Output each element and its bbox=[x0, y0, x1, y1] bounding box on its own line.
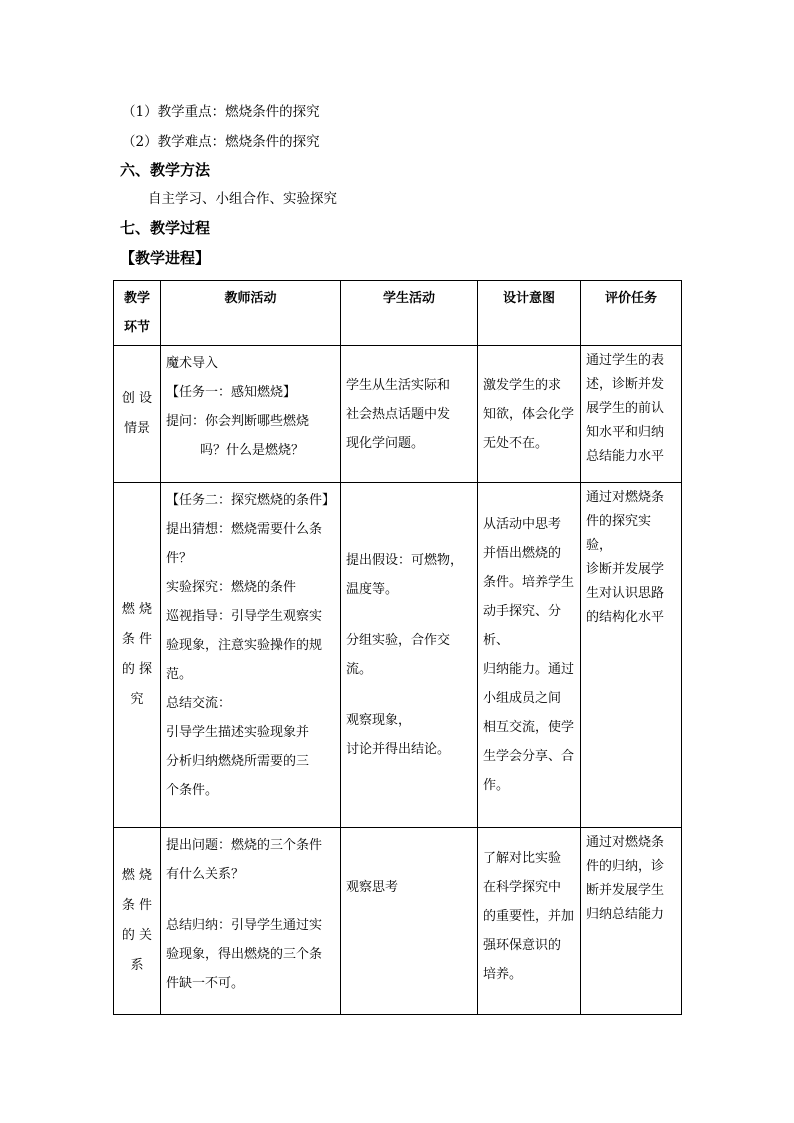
teaching-process-table bbox=[113, 280, 682, 1015]
methods-text: 自主学习、小组合作、实验探究 bbox=[148, 191, 337, 207]
evaluation-cell: 通过对燃烧条 件的探究实验， 诊断并发展学 生对认识思路 的结构化水平 bbox=[581, 483, 682, 828]
header-student: 学生活动 bbox=[341, 281, 478, 346]
evaluation-cell: 通过学生的表 述，诊断并发 展学生的前认 知水平和归纳 总结能力水平 bbox=[581, 346, 682, 483]
teacher-cell: 【任务二：探究燃烧的条件】 提出猜想：燃烧需要什么条 件？ 实验探究：燃烧的条件 巡视指导：引导学生观察实 验现象，注意实验操作的规 范。 总结交流： 引导学生描述实验现象并 分析归纳燃烧所需要的三 个条件。 bbox=[161, 483, 341, 828]
table-row bbox=[114, 346, 682, 483]
header-stage: 教学 环节 bbox=[114, 281, 161, 346]
key-point: （1）教学重点：燃烧条件的探究 bbox=[122, 104, 320, 120]
header-design: 设计意图 bbox=[478, 281, 581, 346]
stage-cell: 燃 烧 条 件 的 探 究 bbox=[114, 483, 161, 828]
progress-label: 【教学进程】 bbox=[120, 249, 211, 267]
student-cell: 提出假设：可燃物， 温度等。 分组实验，合作交流。 观察现象， 讨论并得出结论。 bbox=[341, 483, 478, 828]
design-cell: 了解对比实验 在科学探究中 的重要性，并加 强环保意识的 培养。 bbox=[478, 828, 581, 1015]
difficult-point: （2）教学难点：燃烧条件的探究 bbox=[122, 134, 320, 150]
header-evaluation: 评价任务 bbox=[581, 281, 682, 346]
evaluation-cell: 通过对燃烧条 件的归纳，诊 断并发展学生 归纳总结能力 bbox=[581, 828, 682, 1015]
student-cell: 观察思考 bbox=[341, 828, 478, 1015]
student-cell: 学生从生活实际和 社会热点话题中发 现化学问题。 bbox=[341, 346, 478, 483]
methods-heading: 六、教学方法 bbox=[120, 161, 211, 179]
header-teacher: 教师活动 bbox=[161, 281, 341, 346]
design-cell: 激发学生的求 知欲，体会化学 无处不在。 bbox=[478, 346, 581, 483]
process-heading: 七、教学过程 bbox=[120, 219, 211, 237]
table-row bbox=[114, 483, 682, 828]
table-row bbox=[114, 828, 682, 1015]
stage-cell: 创 设 情景 bbox=[114, 346, 161, 483]
teacher-cell: 提出问题：燃烧的三个条件 有什么关系？ 总结归纳：引导学生通过实 验现象，得出燃烧的三个条 件缺一不可。 bbox=[161, 828, 341, 1015]
teacher-cell: 魔术导入 【任务一：感知燃烧】 提问：你会判断哪些燃烧 吗？什么是燃烧？ bbox=[161, 346, 341, 483]
table-header-row bbox=[114, 281, 682, 346]
design-cell: 从活动中思考 并悟出燃烧的 条件。培养学生 动手探究、分析、 归纳能力。通过 小组成员之间 相互交流，使学 生学会分享、合 作。 bbox=[478, 483, 581, 828]
stage-cell: 燃 烧 条 件 的 关 系 bbox=[114, 828, 161, 1015]
